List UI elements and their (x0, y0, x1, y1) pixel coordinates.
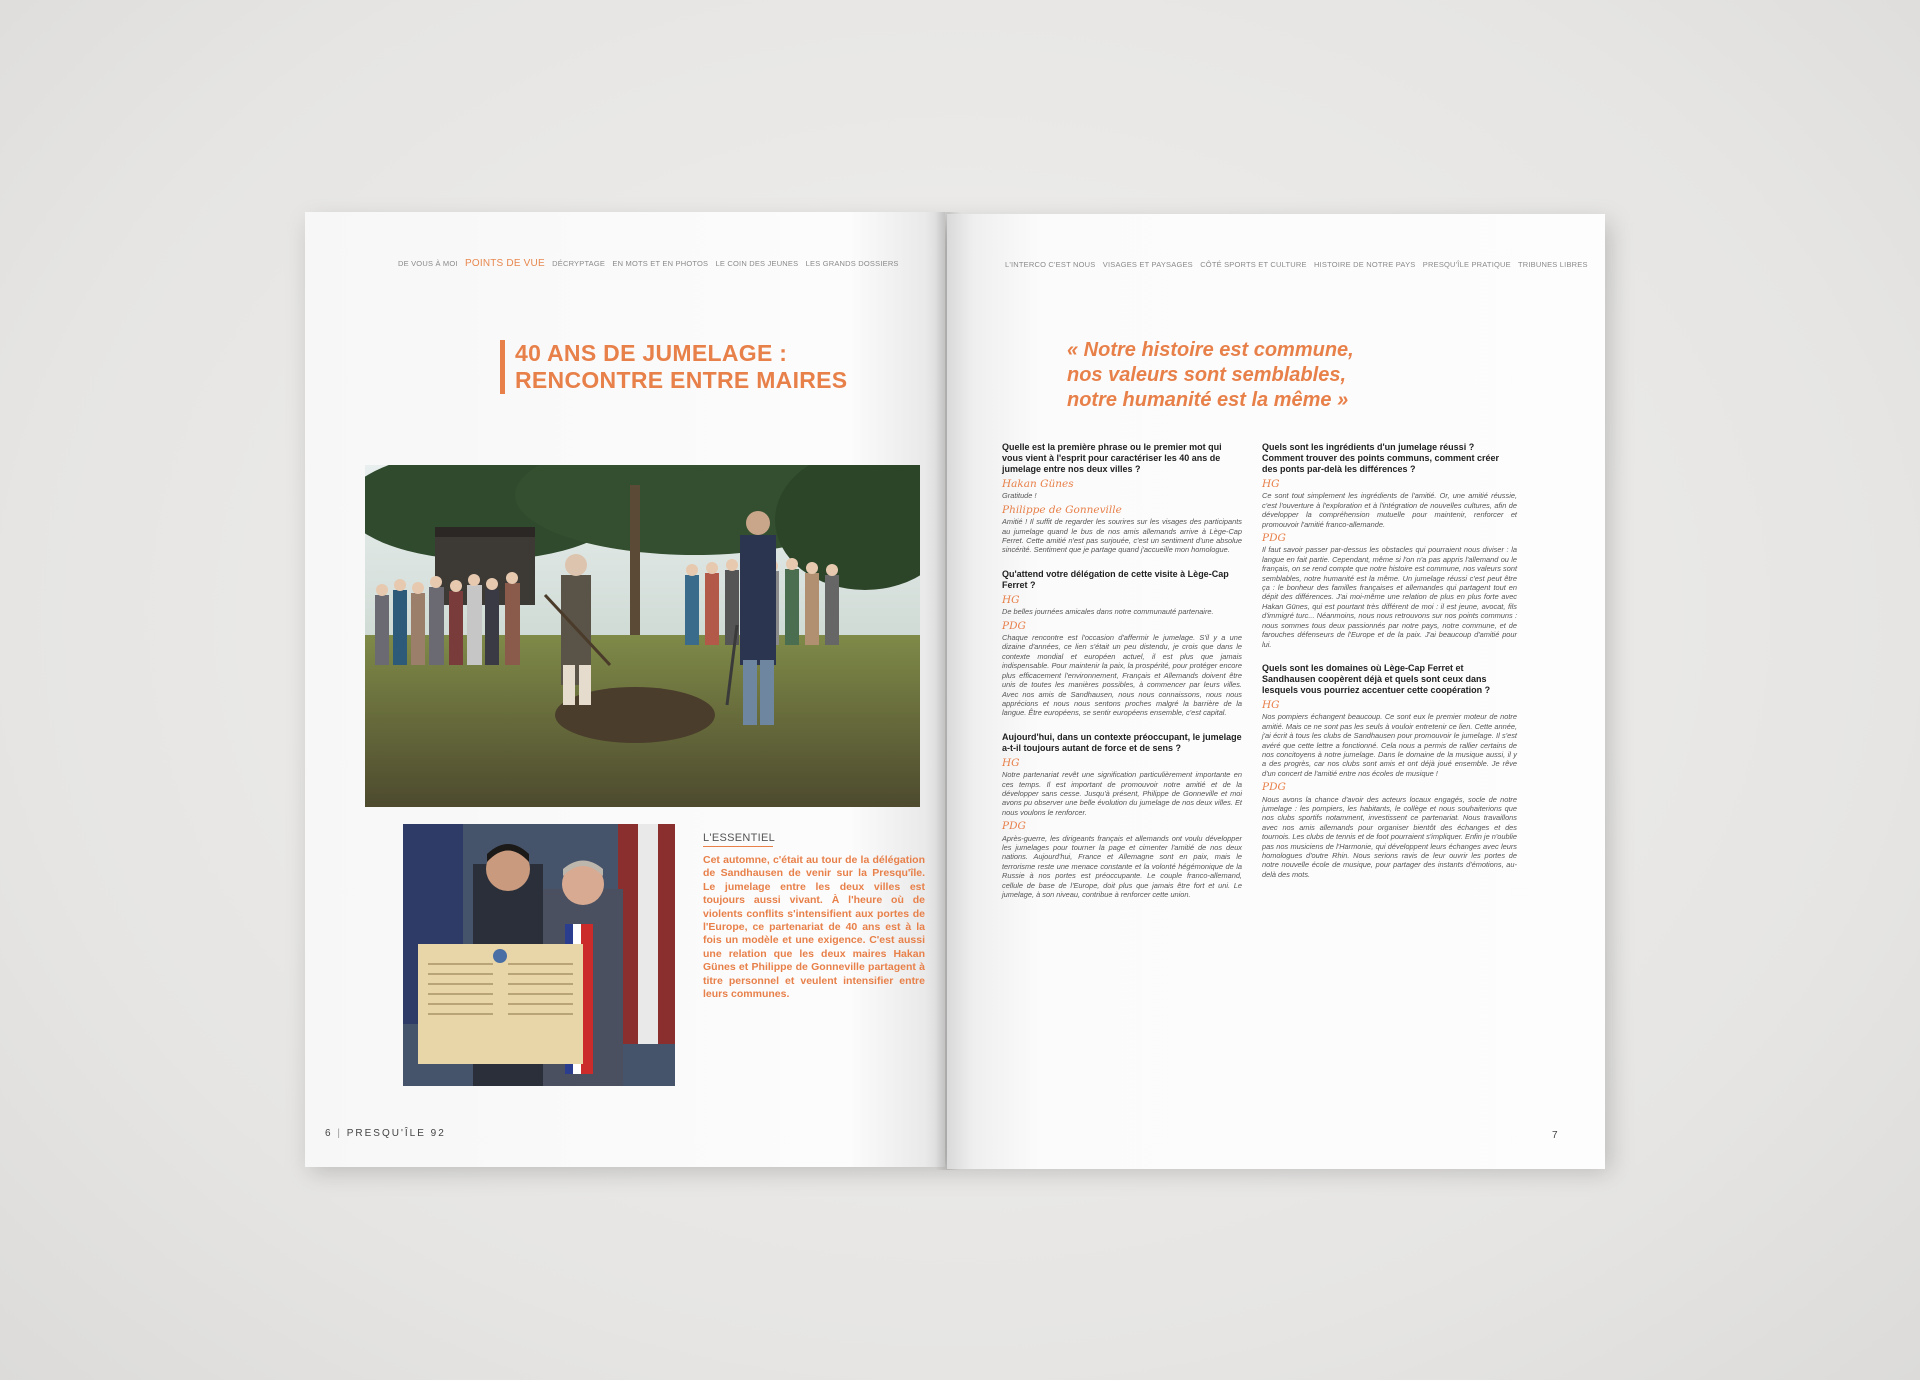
speaker-name: Philippe de Gonneville (1002, 503, 1122, 516)
essentiel-rule (703, 846, 773, 847)
left-folio: 6 | PRESQU'ÎLE 92 (325, 1128, 446, 1139)
right-page (947, 214, 1605, 1169)
magazine-name: PRESQU'ÎLE 92 (346, 1128, 446, 1139)
tree-planting-photo (365, 465, 920, 807)
page-number: 7 (1552, 1130, 1560, 1141)
nav-item: CÔTÉ SPORTS ET CULTURE (1200, 260, 1307, 269)
nav-item: TRIBUNES LIBRES (1517, 260, 1588, 269)
nav-item: PRESQU'ÎLE PRATIQUE (1422, 260, 1511, 269)
question: Quels sont les domaines où Lège-Cap Ferret et Sandhausen coopèrent déjà et quels sont ceux dans lesquels vous pourriez accentuer cette coopération ? (1262, 662, 1491, 695)
left-section-nav (398, 258, 904, 269)
answer: Notre partenariat revêt une signification particulièrement importante en ces temps. Il est important de promouvoir notre amitié et de la développer sans cesse. Jusqu'à présent, Philippe de Gonneville et moi avons pu observer une belle évolution du jumelage de nos deux villes. Et nous voulons le renforcer. (1002, 770, 1242, 817)
answer: Amitié ! Il suffit de regarder les sourires sur les visages des participants au jumelage quand le bus de nos amis allemands arrive à Lège-Cap Ferret. Cette amitié n'est pas surjouée, c'est un sentiment d'une absolue sincérité. Sentiment que je partage quand j'accueille mon homologue. (1002, 517, 1242, 555)
quote-line-3: notre humanité est la même » (1067, 389, 1349, 411)
pull-quote (1067, 338, 1447, 413)
speaker-initials: PDG (1262, 532, 1286, 545)
nav-item: LES GRANDS DOSSIERS (805, 259, 899, 268)
speaker-initials: HG (1262, 698, 1280, 711)
magazine-spread (305, 212, 1605, 1167)
speaker-initials: HG (1262, 478, 1280, 490)
nav-item: L'INTERCO C'EST NOUS (1005, 260, 1096, 269)
speaker-initials: PDG (1002, 619, 1026, 632)
quote-line-2: nos valeurs sont semblables, (1067, 364, 1346, 386)
speaker-name: Hakan Günes (1002, 478, 1074, 490)
essentiel-text: Cet automne, c'était au tour de la délégation de Sandhausen de venir sur la Presqu'île. Le jumelage entre les deux villes est toujours aussi vivant. À l'heure où de violents conflits s'intensifient aux portes de l'Europe, ce partenariat de 40 ans est à la fois un modèle et une exigence. C'est aussi une relation que les deux maires Hakan Günes et Philippe de Gonneville partagent à titre personnel et veulent intensifier entre leurs communes. (703, 854, 925, 1001)
question: Quels sont les ingrédients d'un jumelage réussi ? Comment trouver des points communs, comment créer des ponts par-delà les différences ? (1262, 442, 1500, 474)
answer: Ce sont tout simplement les ingrédients de l'amitié. Or, une amitié réussie, c'est l'ouverture à l'exploration et à l'intégration de nouvelles cultures, afin de développer la compréhension mutuelle pour maintenir, renforcer et promouvoir l'amitié franco-allemande. (1262, 491, 1517, 529)
question: Quelle est la première phrase ou le premier mot qui vous vient à l'esprit pour caractériser les 40 ans de jumelage entre nos deux villes ? (1002, 442, 1222, 474)
answer: Gratitude ! (1002, 491, 1037, 501)
speaker-initials: HG (1002, 593, 1020, 606)
answer: Nos pompiers échangent beaucoup. Ce sont eux le premier moteur de notre amitié. Mais ce ne sont pas les seuls à vouloir entretenir ce lien. Cette année, j'ai écrit à tous les clubs de Sandhausen pour promouvoir le jumelage. Il s'est avéré que cette lettre a fonctionné. Cela nous a permis de rallier certains de nos concitoyens à notre jumelage. Dans le domaine de la musique aussi, il y a des progrès, car nos clubs sont amis et ont déjà joué ensemble. Je rêve d'un concert de l'amitié entre nos écoles de musique ! (1262, 712, 1517, 778)
question: Aujourd'hui, dans un contexte préoccupant, le jumelage a-t-il toujours autant de force et de sens ? (1002, 731, 1242, 753)
speaker-initials: PDG (1262, 781, 1286, 794)
answer: Nous avons la chance d'avoir des acteurs locaux engagés, socle de notre jumelage : les pompiers, les habitants, le collège et nous souhaiterions que nos clubs sportifs notamment, investissent ce partenariat. Nous travaillons avec nos amis allemands pour organiser bientôt des échanges et des tournois. Les clubs de tennis et de foot pourraient s'impliquer. Enfin je n'oublie pas nos musiciens de l'Harmonie, qui développent leurs échanges avec leurs homologues d'outre Rhin. Nous serions ravis de leur ouvrir les portes de notre nouvelle école de musique, pour partager des instants d'émotions, au-delà des mots. (1262, 794, 1517, 879)
question: Qu'attend votre délégation de cette visite à Lège-Cap Ferret ? (1002, 568, 1229, 590)
article-title (500, 340, 847, 394)
page-number: 6 (325, 1128, 333, 1139)
nav-item: LE COIN DES JEUNES (715, 259, 799, 268)
interview-column-2 (1262, 442, 1517, 881)
mayors-charter-photo (403, 824, 675, 1086)
interview-column-1 (1002, 442, 1242, 901)
answer: Chaque rencontre est l'occasion d'affermir le jumelage. S'il y a une dizaine d'années, ce lien s'était un peu distendu, je crois que dans le contexte mondial et européen actuel, il est plus que jamais indispensable. Pour maintenir la paix, la prospérité, pour protéger encore plus efficacement l'environnement, Français et Allemands doivent être unis de toutes les manières possibles, à commencer par leurs villes. Avec nos amis de Sandhausen, nous nous connaissons, nous nous apprécions et nous nous sentons proches malgré la barrière de la langue. Être européens, se sentir européens ensemble, c'est capital. (1002, 633, 1242, 718)
speaker-initials: PDG (1002, 820, 1026, 833)
right-section-nav (1005, 260, 1593, 269)
left-page (305, 212, 945, 1167)
speaker-initials: HG (1002, 756, 1020, 769)
title-line-2: RENCONTRE ENTRE MAIRES (515, 367, 848, 393)
essentiel-label: L'ESSENTIEL (703, 832, 776, 844)
quote-line-1: « Notre histoire est commune, (1067, 339, 1354, 361)
nav-item: VISAGES ET PAYSAGES (1102, 260, 1193, 269)
nav-item-active: POINTS DE VUE (465, 258, 545, 269)
nav-item: DÉCRYPTAGE (552, 259, 606, 268)
answer: Il faut savoir passer par-dessus les obstacles qui pourraient nous diviser : la langue en fait partie. Cependant, même si l'on n'a pas appris l'allemand ou le français, on se rend compte que notre histoire est commune, nos valeurs sont semblables, notre humanité est la même. Un jumelage réussi c'est peut être ça : le bonheur des familles françaises et allemandes qui partagent tout en dépit des différences. J'ai moi-même une relation de plus en plus forte avec Hakan Günes, qui est pourtant très différent de moi : il est jeune, avocat, fils d'immigré turc... Néanmoins, nous nous retrouvons sur nos points communs : nous sommes tous deux passionnés par notre pays, notre commune, et de farouches défenseurs de l'Europe et de la paix. J'ai beaucoup d'amitié pour lui. (1262, 545, 1517, 649)
nav-item: DE VOUS À MOI (398, 259, 458, 268)
answer: De belles journées amicales dans notre communauté partenaire. (1002, 607, 1214, 617)
nav-item: EN MOTS ET EN PHOTOS (612, 259, 709, 268)
right-folio (1552, 1130, 1560, 1141)
answer: Après-guerre, les dirigeants français et allemands ont voulu développer les jumelages pour tourner la page et cimenter l'amitié de nos deux nations. Aujourd'hui, France et Allemagne sont en paix, mais le terrorisme reste une menace constante et la volonté hégémonique de la Russie à nos portes est préoccupante. Le couple franco-allemand, cellule de base de l'Europe, doit plus que jamais être fort et uni. Le jumelage, à son niveau, contribue à renforcer cette union. (1002, 833, 1242, 899)
nav-item: HISTOIRE DE NOTRE PAYS (1313, 260, 1416, 269)
title-line-1: 40 ANS DE JUMELAGE : (515, 340, 788, 366)
